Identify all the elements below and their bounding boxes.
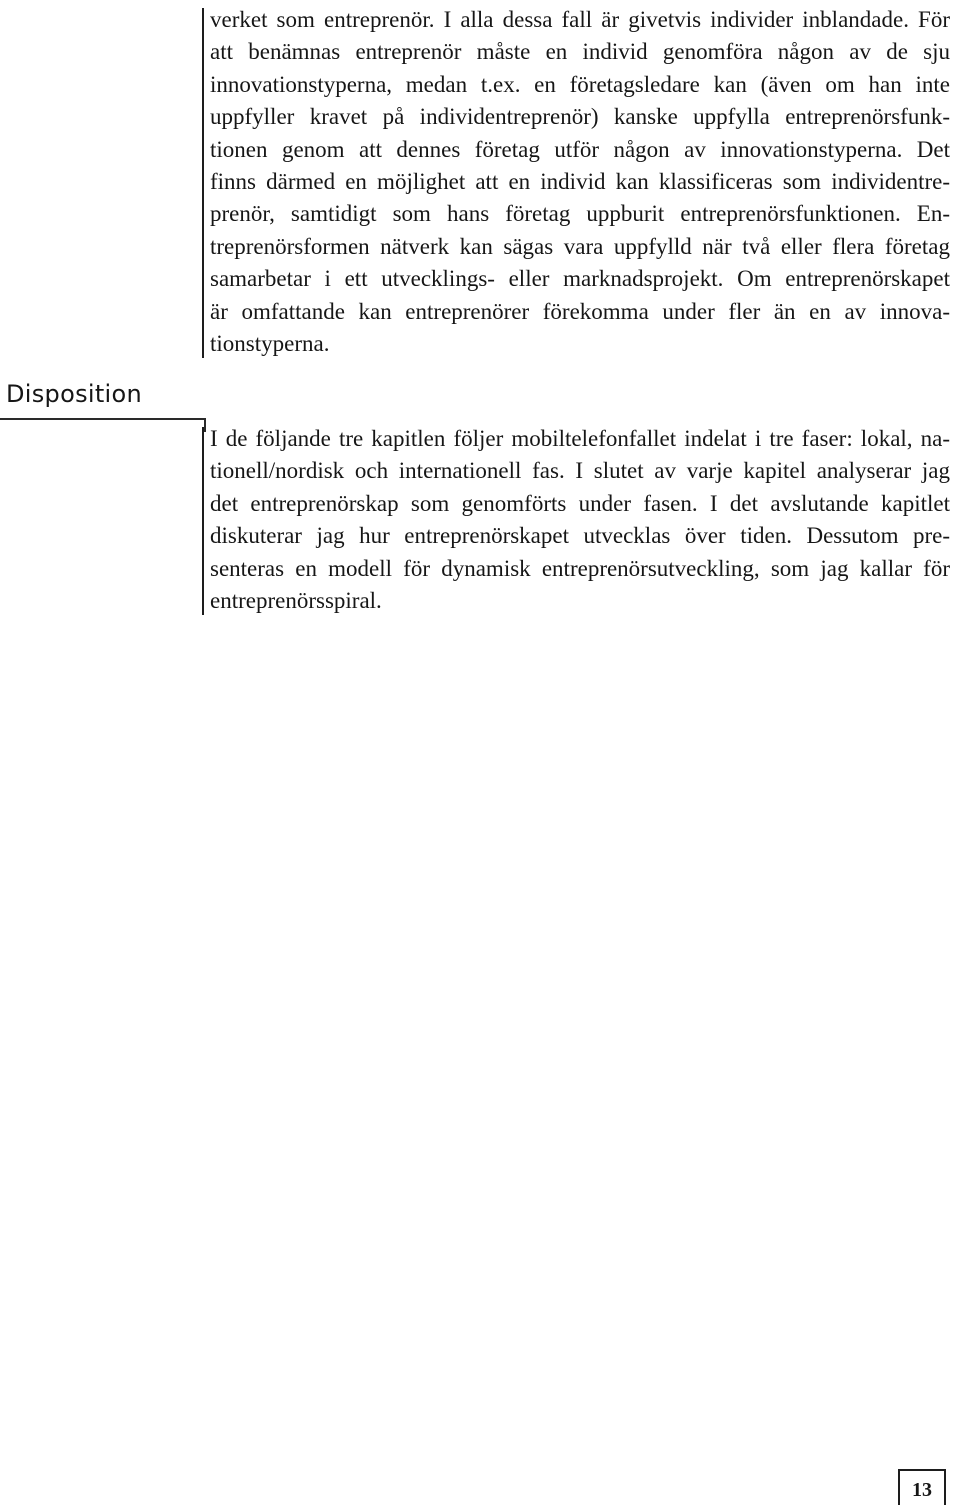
text-line: senteras en modell för dynamisk entreprenörsutveckling, som jag kallar för	[210, 555, 950, 581]
text-line: finns därmed en möjlighet att en individ kan klassificeras som individentre-	[210, 169, 950, 195]
page-number-box	[898, 1469, 946, 1505]
text-line: det entreprenörskap som genomförts under fasen. I det avslutande kapitlet	[210, 490, 950, 516]
body-text-block-2	[210, 423, 950, 617]
text-line: entreprenörsspiral.	[210, 588, 382, 614]
text-line: tionen genom att dennes företag utför någon av innovationstyperna. Det	[210, 136, 950, 162]
text-line: tionstyperna.	[210, 331, 330, 357]
heading-underline	[0, 418, 205, 420]
text-line: treprenörsformen nätverk kan sägas vara uppfylld när två eller flera företag	[210, 233, 950, 259]
paragraph-entrepreneurship	[210, 4, 950, 360]
heading-underline-tick	[204, 418, 206, 432]
margin-rule-1	[202, 8, 204, 358]
text-line: samarbetar i ett utvecklings- eller marknadsprojekt. Om entreprenörskapet	[210, 266, 950, 292]
text-line: I de följande tre kapitlen följer mobiltelefonfallet indelat i tre faser: lokal, na-	[210, 426, 950, 451]
section-heading-disposition: Disposition	[6, 380, 143, 408]
text-line: att benämnas entreprenör måste en individ genomföra någon av de sju	[210, 39, 950, 65]
text-line: verket som entreprenör. I alla dessa fall är givetvis individer inblandade. För	[210, 7, 950, 32]
page-number: 13	[912, 1479, 932, 1501]
text-line: prenör, samtidigt som hans företag uppburit entreprenörsfunktionen. En-	[210, 201, 950, 227]
paragraph-disposition	[210, 423, 950, 617]
text-line: är omfattande kan entreprenörer förekomma under fler än en av innova-	[210, 298, 950, 324]
text-line: uppfyller kravet på individentreprenör) kanske uppfylla entreprenörsfunk-	[210, 104, 950, 130]
text-line: diskuterar jag hur entreprenörskapet utvecklas över tiden. Dessutom pre-	[210, 523, 950, 549]
text-line: tionell/nordisk och internationell fas. I slutet av varje kapitel analyserar jag	[210, 458, 950, 484]
text-line: innovationstyperna, medan t.ex. en företagsledare kan (även om han inte	[210, 71, 950, 97]
body-text-block-1	[210, 4, 950, 360]
margin-rule-2	[202, 427, 204, 615]
